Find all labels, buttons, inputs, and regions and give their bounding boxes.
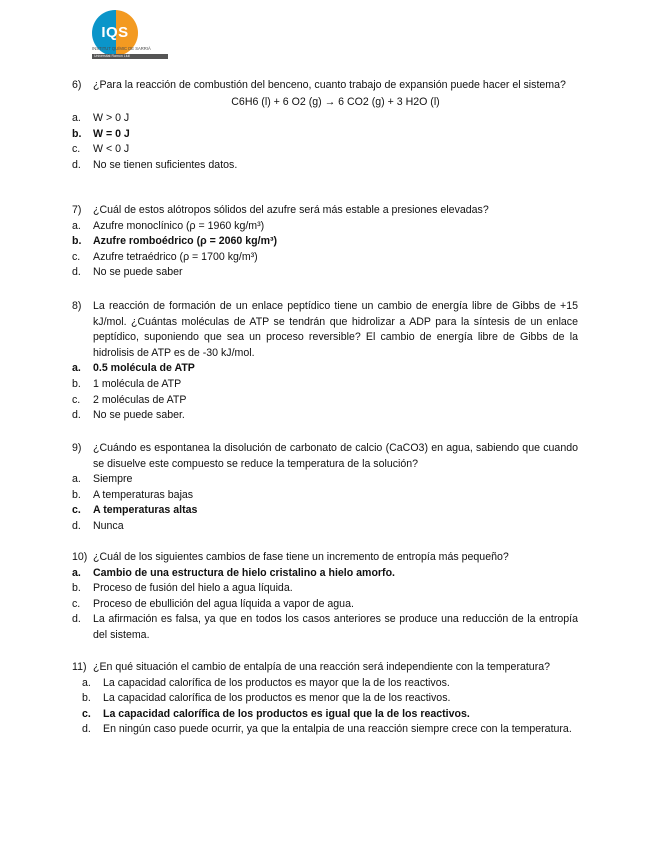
option-d: d. Nunca	[72, 519, 124, 532]
option-a: a. 0.5 molécula de ATP	[72, 362, 195, 375]
option-b: b. W = 0 J	[72, 127, 130, 140]
option-b: b. Proceso de fusión del hielo a agua líquida.	[72, 582, 293, 595]
question-number: 10)	[72, 551, 88, 563]
equation-arrow: →	[324, 95, 336, 108]
question-11	[72, 660, 578, 738]
question-text: ¿Cuándo es espontanea la disolución de carbonato de calcio (CaCO3) en agua, sabiendo que cuando se disuelve este compuesto se reduce la temperatura de la solución?	[93, 442, 578, 470]
option-a: a. W > 0 J	[72, 112, 130, 125]
iqs-logo	[92, 10, 172, 64]
option-c: c. A temperaturas altas	[72, 504, 198, 517]
question-number: 8)	[72, 300, 82, 312]
logo-tagline: Universitat Ramon Llull	[94, 54, 130, 58]
option-c: c. Azufre tetraédrico (ρ = 1700 kg/m³)	[72, 250, 258, 263]
option-d: d. No se puede saber	[72, 266, 183, 279]
option-a: a. Cambio de una estructura de hielo cristalino a hielo amorfo.	[72, 566, 395, 579]
combustion-equation	[72, 95, 578, 111]
question-text: ¿Cuál de estos alótropos sólidos del azufre será más estable a presiones elevadas?	[93, 204, 489, 216]
option-d: d. En ningún caso puede ocurrir, ya que la entalpia de una reacción siempre crece con la temperatura.	[82, 723, 572, 736]
logo-tagline-bar	[92, 54, 168, 59]
option-a: a. Siempre	[72, 473, 133, 486]
question-number: 9)	[72, 442, 82, 454]
equation-products: 6 CO2 (g) + 3 H2O (l)	[338, 95, 440, 108]
question-6	[72, 78, 578, 174]
equation-reactants: C6H6 (l) + 6 O2 (g)	[231, 95, 322, 108]
option-c: c. W < 0 J	[72, 143, 130, 156]
logo-subtitle: INSTITUT QUÍMIC DE SARRIÀ	[92, 46, 151, 51]
option-d: d. No se tienen suficientes datos.	[72, 158, 238, 171]
option-a: a. Azufre monoclínico (ρ = 1960 kg/m³)	[72, 219, 265, 232]
option-c: c. 2 moléculas de ATP	[72, 393, 187, 406]
option-d: d. La afirmación es falsa, ya que en todos los casos anteriores se produce una reducción de la entropía del sistema.	[72, 613, 578, 641]
question-10	[72, 550, 578, 644]
question-9	[72, 441, 578, 535]
option-b: b. Azufre romboédrico (ρ = 2060 kg/m³)	[72, 235, 278, 248]
question-text: ¿Para la reacción de combustión del benceno, cuanto trabajo de expansión puede hacer el sistema?	[93, 79, 566, 91]
option-b: b. La capacidad calorífica de los productos es menor que la de los reactivos.	[82, 692, 451, 705]
option-c: c. La capacidad calorífica de los productos es igual que la de los reactivos.	[82, 707, 470, 720]
option-a: a. La capacidad calorífica de los productos es mayor que la de los reactivos.	[82, 676, 450, 689]
option-b: b. 1 molécula de ATP	[72, 377, 182, 390]
question-text: ¿En qué situación el cambio de entalpía de una reacción será independiente con la temperatura?	[93, 661, 551, 673]
question-text: La reacción de formación de un enlace peptídico tiene un cambio de energía libre de Gibbs de +15 kJ/mol. ¿Cuántas moléculas de ATP se tendrán que hidrolizar a ADP para la síntesis de un enlace peptídico, suponiendo que sea un proceso reversible? El cambio de energía libre de Gibbs de la hidrolisis de ATP es de -30 kJ/mol.	[93, 300, 578, 359]
question-text: ¿Cuál de los siguientes cambios de fase tiene un incremento de entropía más pequeño?	[93, 551, 509, 563]
question-number: 11)	[72, 661, 87, 673]
option-c: c. Proceso de ebullición del agua líquida a vapor de agua.	[72, 597, 354, 610]
calcium-carbonate-formula: CaCO3	[389, 442, 425, 454]
option-d: d. No se puede saber.	[72, 409, 185, 422]
option-b: b. A temperaturas bajas	[72, 488, 194, 501]
question-number: 7)	[72, 204, 82, 216]
question-8	[72, 299, 578, 424]
question-7	[72, 203, 578, 281]
logo-text: IQS	[101, 24, 129, 41]
question-number: 6)	[72, 79, 82, 91]
